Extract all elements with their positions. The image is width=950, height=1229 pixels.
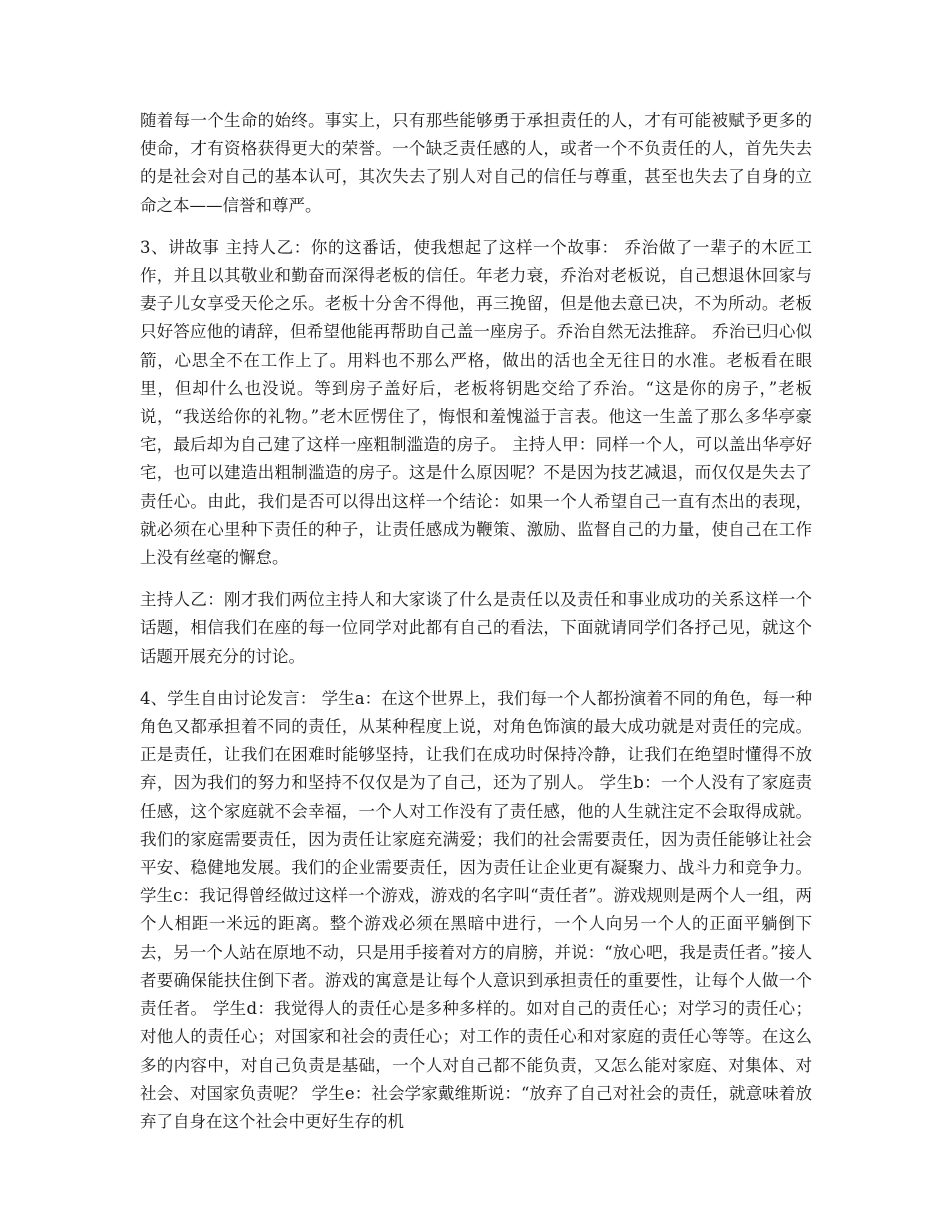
paragraph-closing-of-previous-section: 随着每一个生命的始终。事实上，只有那些能够勇于承担责任的人，才有可能被赋予更多的使命，才有资格获得更大的荣誉。一个缺乏责任感的人，或者一个不负责任的人，首先失去的是社会对自己的基本认可，其次失去了别人对自己的信任与尊重，甚至也失去了自身的立命之本——信誉和尊严。	[140, 111, 812, 215]
paragraph-host-transition: 主持人乙：刚才我们两位主持人和大家谈了什么是责任以及责任和事业成功的关系这样一个话题，相信我们在座的每一位同学对此都有自己的看法，下面就请同学们各抒己见，就这个话题开展充分的讨论。	[140, 590, 812, 666]
paragraph-storytelling: 3、讲故事 主持人乙：你的这番话，使我想起了这样一个故事： 乔治做了一辈子的木匠工作，并且以其敬业和勤奋而深得老板的信任。年老力衰，乔治对老板说，自己想退休回家与妻子儿女享受天伦之乐。老板十分舍不得他，再三挽留，但是他去意已决，不为所动。老板只好答应他的请辞，但希望他能再帮助自己盖一座房子。乔治自然无法推辞。 乔治已归心似箭，心思全不在工作上了。用料也不那么严格，做出的活也全无往日的水准。老板看在眼里，但却什么也没说。等到房子盖好后，老板将钥匙交给了乔治。“这是你的房子，”老板说，“我送给你的礼物。”老木匠愣住了，悔恨和羞愧溢于言表。他这一生盖了那么多华亭豪宅，最后却为自己建了这样一座粗制滥造的房子。 主持人甲：同样一个人，可以盖出华亭好宅，也可以建造出粗制滥造的房子。这是什么原因呢？不是因为技艺减退，而仅仅是失去了责任心。由此，我们是否可以得出这样一个结论：如果一个人希望自己一直有杰出的表现，就必须在心里种下责任的种子，让责任感成为鞭策、激励、监督自己的力量，使自己在工作上没有丝毫的懈怠。	[140, 237, 812, 568]
paragraph-student-discussion: 4、学生自由讨论发言： 学生a：在这个世界上，我们每一个人都扮演着不同的角色，每一种角色又都承担着不同的责任，从某种程度上说，对角色饰演的最大成功就是对责任的完成。正是责任，让我们在困难时能够坚持，让我们在成功时保持冷静，让我们在绝望时懂得不放弃，因为我们的努力和坚持不仅仅是为了自己，还为了别人。 学生b：一个人没有了家庭责任感，这个家庭就不会幸福，一个人对工作没有了责任感，他的人生就注定不会取得成就。我们的家庭需要责任，因为责任让家庭充满爱；我们的社会需要责任，因为责任能够让社会平安、稳健地发展。我们的企业需要责任，因为责任让企业更有凝聚力、战斗力和竞争力。 学生c：我记得曾经做过这样一个游戏，游戏的名字叫“责任者”。游戏规则是两个人一组，两个人相距一米远的距离。整个游戏必须在黑暗中进行，一个人向另一个人的正面平躺倒下去，另一个人站在原地不动，只是用手接着对方的肩膀，并说：“放心吧，我是责任者。”接人者要确保能扶住倒下者。游戏的寓意是让每个人意识到承担责任的重要性，让每个人做一个责任者。 学生d：我觉得人的责任心是多种多样的。如对自己的责任心；对学习的责任心；对他人的责任心；对国家和社会的责任心；对工作的责任心和对家庭的责任心等等。在这么多的内容中，对自己负责是基础，一个人对自己都不能负责，又怎么能对家庭、对集体、对社会、对国家负责呢？ 学生e：社会学家戴维斯说：“放弃了自己对社会的责任，就意味着放弃了自身在这个社会中更好生存的机	[140, 688, 812, 1131]
document-body	[140, 107, 812, 1150]
